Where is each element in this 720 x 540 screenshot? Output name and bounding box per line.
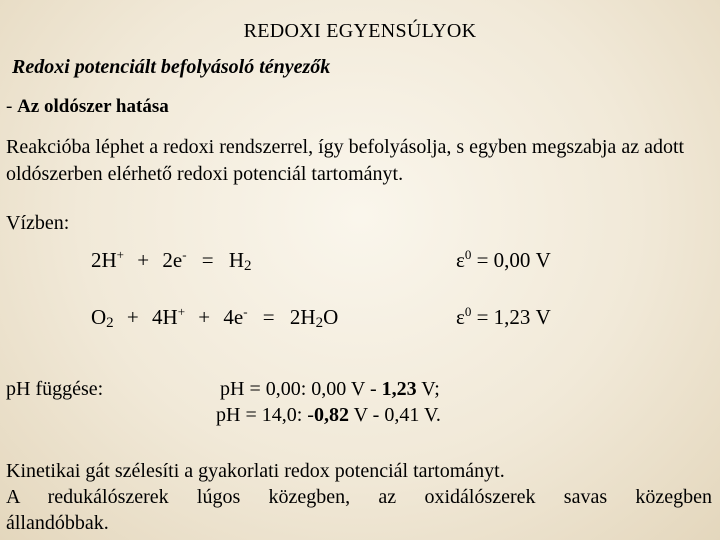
eq1-plus: + — [137, 248, 150, 272]
eq2-term-b: 4H — [152, 305, 178, 329]
eq2-equals: = — [262, 305, 275, 329]
ph-line-acidic-post: V; — [416, 378, 440, 400]
eq1-equals: = — [201, 248, 214, 272]
ph-line-basic — [216, 404, 441, 427]
eq2-term-d-tail: O — [323, 305, 339, 329]
potential-hydrogen-value: = 0,00 V — [471, 248, 551, 272]
eq2-term-c: 4e — [223, 305, 244, 329]
subtitle: Redoxi potenciált befolyásoló tényezők — [12, 56, 331, 78]
eq2-term-d-index: 2 — [315, 315, 324, 331]
kinetic-line1: Kinetikai gát szélesíti a gyakorlati redox potenciál tartományt. — [6, 460, 505, 482]
ph-line-basic-pre: pH = 14,0: - — [216, 404, 314, 426]
eq2-term-c-charge: - — [243, 304, 248, 319]
solvent-paragraph: Reakcióba léphet a redoxi rendszerrel, így befolyásolja, s egyben megszabja az adott oldószerben elérhető redoxi potenciál tartományt. — [6, 136, 685, 185]
potential-hydrogen — [456, 248, 551, 273]
kinetic-paragraph — [6, 458, 712, 536]
potential-oxygen-value: = 1,23 V — [471, 305, 551, 329]
ph-dependence-label: pH függése: — [6, 378, 104, 400]
eq1-term-b: 2e — [162, 248, 183, 272]
ph-line-acidic-pre: pH = 0,00: 0,00 V - — [220, 378, 382, 400]
eq2-term-b-charge: + — [177, 304, 186, 319]
eq2-term-a-index: 2 — [106, 315, 114, 331]
section-label: Az oldószer hatása — [17, 96, 169, 117]
potential-oxygen — [456, 305, 551, 330]
page-title: REDOXI EGYENSÚLYOK — [243, 20, 477, 42]
section-dash: - — [6, 96, 18, 117]
kinetic-line3: állandóbbak. — [6, 512, 109, 534]
ph-line-acidic-bold: 1,23 — [381, 378, 417, 400]
eq1-term-a: 2H — [91, 248, 117, 272]
water-label: Vízben: — [6, 212, 70, 234]
kinetic-line2: A redukálószerek lúgos közegben, az oxidálószerek savas közegben — [6, 486, 712, 508]
eq2-plus2: + — [198, 305, 211, 329]
potential-hydrogen-sup: 0 — [464, 247, 472, 262]
potential-oxygen-sup: 0 — [464, 304, 472, 319]
ph-line-basic-bold: 0,82 — [313, 404, 349, 426]
eq1-term-c-index: 2 — [244, 258, 252, 274]
eq1-term-c: H — [228, 248, 245, 272]
equation-hydrogen — [91, 248, 252, 273]
ph-line-basic-post: V - 0,41 V. — [348, 404, 441, 426]
section-heading — [6, 96, 169, 118]
ph-line-acidic — [220, 378, 440, 401]
epsilon-symbol: ε — [456, 248, 465, 272]
equation-oxygen — [91, 305, 338, 330]
epsilon-symbol: ε — [456, 305, 465, 329]
eq1-term-b-charge: - — [182, 247, 187, 262]
eq1-term-a-charge: + — [116, 247, 125, 262]
eq2-plus1: + — [126, 305, 139, 329]
eq2-term-a: O — [91, 305, 107, 329]
eq2-term-d: 2H — [289, 305, 316, 329]
